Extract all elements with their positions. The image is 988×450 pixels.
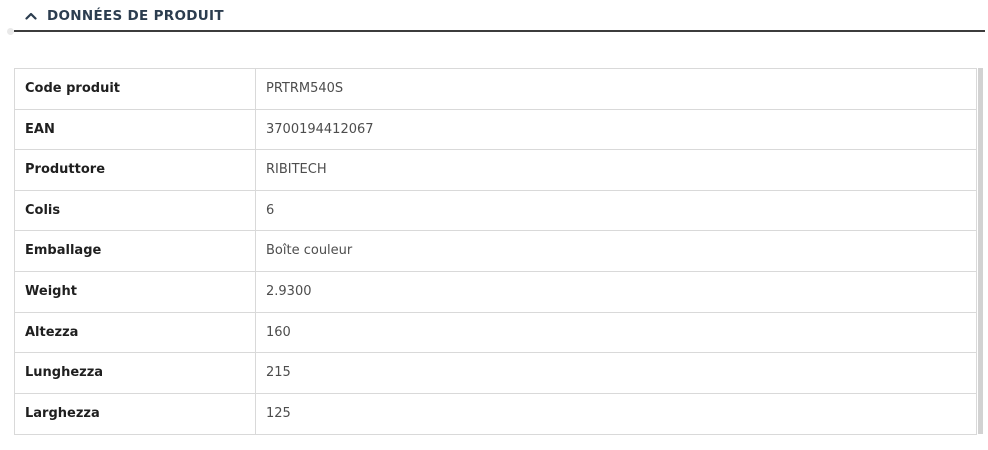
table-row bbox=[15, 150, 976, 191]
spec-value: RIBITECH bbox=[266, 162, 327, 178]
spec-label: Larghezza bbox=[15, 394, 256, 435]
table-scrollbar[interactable] bbox=[978, 68, 983, 434]
table-row bbox=[15, 394, 976, 435]
spec-value: 3700194412067 bbox=[266, 121, 374, 137]
section-divider bbox=[14, 30, 985, 32]
section-title: DONNÉES DE PRODUIT bbox=[47, 8, 224, 24]
table-row bbox=[15, 191, 976, 232]
spec-label: Emballage bbox=[15, 231, 256, 271]
table-row bbox=[15, 313, 976, 354]
table-row bbox=[15, 231, 976, 272]
spec-label: Code produit bbox=[15, 69, 256, 109]
spec-value: Boîte couleur bbox=[266, 243, 353, 259]
spec-label: EAN bbox=[15, 110, 256, 150]
spec-value: 160 bbox=[266, 324, 291, 340]
spec-label: Weight bbox=[15, 272, 256, 312]
table-row bbox=[15, 69, 976, 110]
spec-value: PRTRM540S bbox=[266, 81, 344, 96]
spec-label: Colis bbox=[15, 191, 256, 231]
product-spec-table bbox=[14, 68, 977, 435]
table-row bbox=[15, 110, 976, 151]
spec-label: Lunghezza bbox=[15, 353, 256, 393]
spec-label: Produttore bbox=[15, 150, 256, 190]
spec-value: 6 bbox=[266, 202, 275, 218]
section-header-donnees-de-produit[interactable] bbox=[25, 8, 224, 24]
table-row bbox=[15, 353, 976, 394]
table-row bbox=[15, 272, 976, 313]
rule-end-dot bbox=[7, 28, 14, 35]
chevron-up-icon bbox=[25, 9, 37, 23]
spec-label: Altezza bbox=[15, 313, 256, 353]
spec-value: 215 bbox=[266, 365, 291, 381]
spec-value: 125 bbox=[266, 406, 291, 422]
spec-value: 2.9300 bbox=[266, 283, 312, 299]
